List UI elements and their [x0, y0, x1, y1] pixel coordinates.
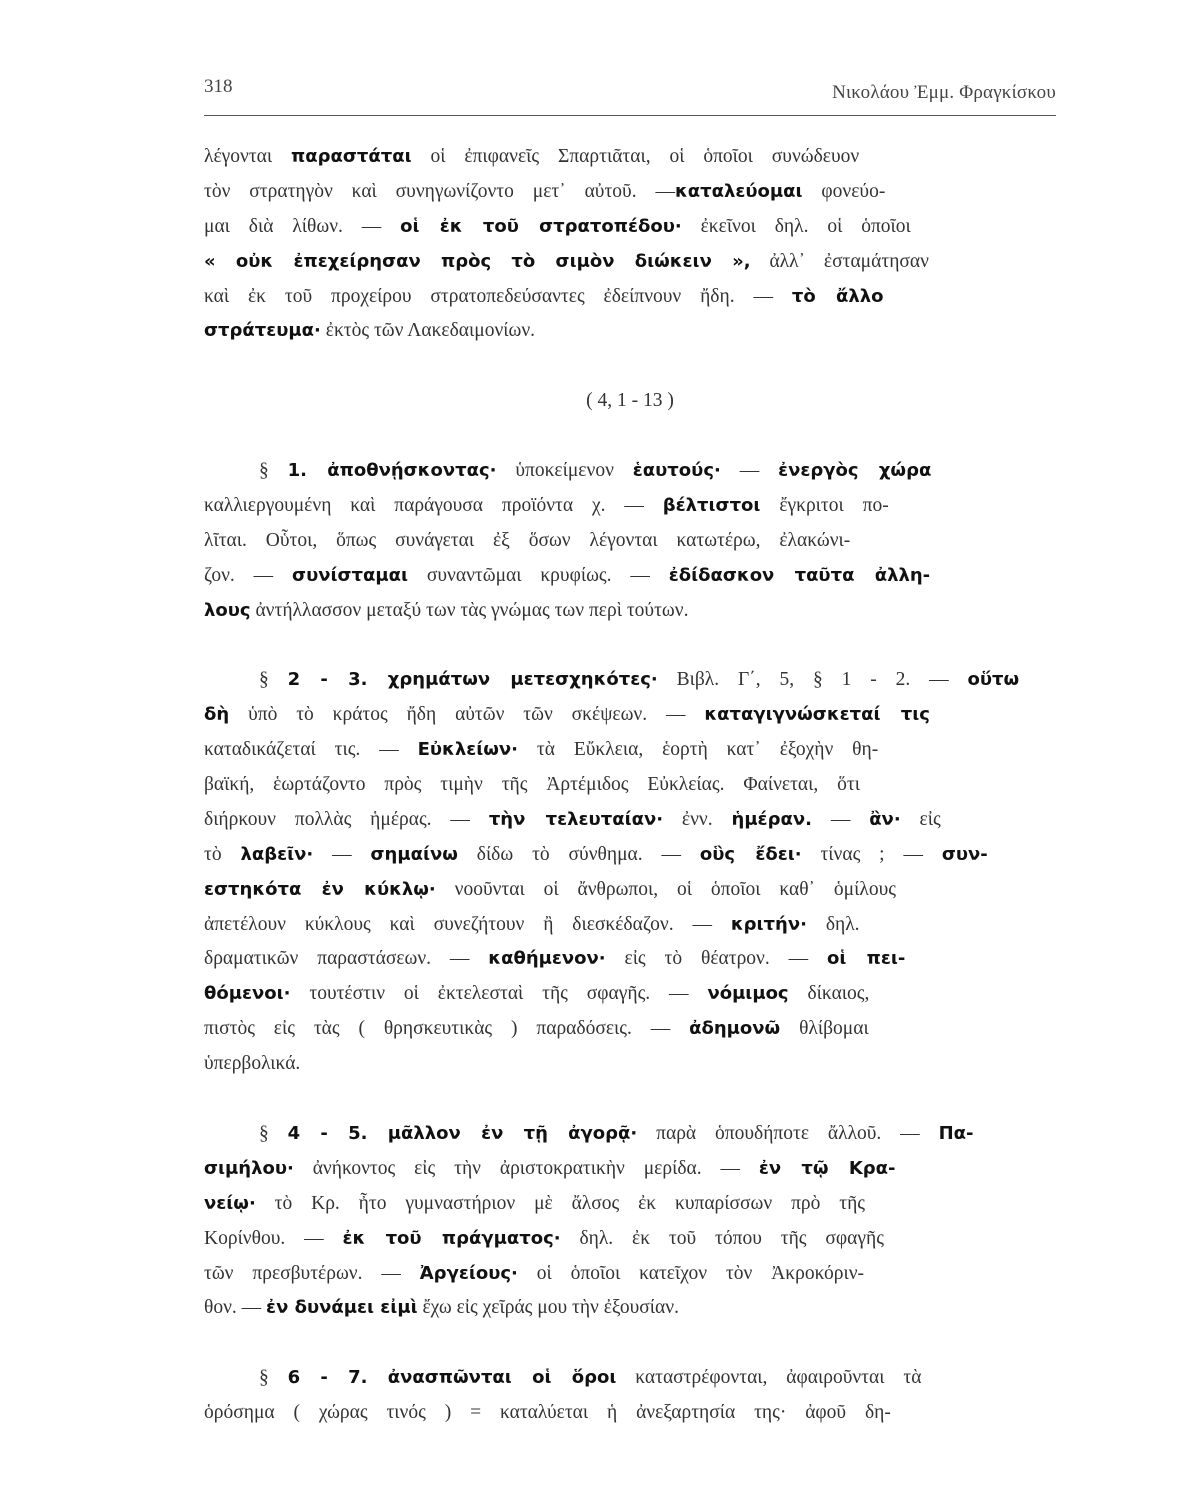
gloss-text: §	[259, 669, 288, 691]
text-line	[204, 524, 1056, 559]
gloss-text: καλλιεργουμένη καὶ παράγουσα προϊόντα χ. —	[204, 494, 663, 516]
gloss-text: §	[259, 1122, 288, 1144]
text-line	[204, 1117, 1056, 1152]
gloss-text: καταστρέφονται, ἀφαιροῦνται τὰ	[616, 1367, 922, 1389]
gloss-text: ἀνήκοντος εἰς τὴν ἀριστοκρατικὴν μερίδα. —	[293, 1157, 759, 1179]
gloss-text: διήρκουν πολλὰς ἡμέρας. —	[204, 808, 489, 830]
lemma-term: ἐν δυνάμει εἰμὶ	[266, 1297, 418, 1319]
lemma-term: ἀδημονῶ	[689, 1018, 781, 1040]
page-number: 318	[204, 76, 233, 97]
text-line	[204, 1187, 1056, 1222]
gloss-text: καταδικάζεταί τις. —	[204, 739, 418, 761]
gloss-text: ἐνν.	[663, 808, 732, 830]
header-rule	[204, 115, 1056, 116]
lemma-term: 4 - 5. μᾶλλον ἐν τῇ ἀγορᾷ·	[287, 1122, 638, 1144]
lemma-term: βέλτιστοι	[662, 494, 761, 516]
lemma-term: λους	[204, 599, 251, 621]
gloss-text: τίνας ; —	[801, 843, 942, 865]
lemma-term: σιμήλου·	[204, 1157, 294, 1179]
text-line	[204, 210, 1056, 245]
gloss-text: λέγονται	[204, 146, 292, 167]
gloss-text: —	[313, 843, 371, 865]
gloss-text: τὸ	[204, 843, 241, 865]
gloss-text: ἀντήλλασσον μεταξύ των τὰς γνώμας των περὶ τούτων.	[250, 599, 689, 621]
text-line	[204, 280, 1056, 315]
text-line	[204, 1291, 1056, 1326]
text-line	[204, 908, 1056, 943]
text-line	[204, 245, 1056, 280]
gloss-text: —	[720, 460, 779, 482]
lemma-term: ἂν·	[869, 808, 901, 830]
gloss-text: λῖται. Οὗτοι, ὅπως συνάγεται ἐξ ὅσων λέγονται κατωτέρω, ἐλακώνι-	[204, 529, 851, 551]
gloss-text: δραματικῶν παραστάσεων. —	[204, 948, 489, 970]
text-line	[204, 873, 1056, 908]
text-line	[204, 768, 1056, 803]
gloss-text: νοοῦνται οἱ ἄνθρωποι, οἱ ὁποῖοι καθ᾽ ὁμίλους	[435, 878, 896, 900]
gloss-text: ἐκεῖνοι δηλ. οἱ ὁποῖοι	[681, 215, 911, 237]
lemma-term: « οὐκ ἐπεχείρησαν πρὸς τὸ σιμὸν διώκειν »,	[204, 250, 751, 272]
gloss-text: ἔχω εἰς χεῖράς μου τὴν ἐξουσίαν.	[417, 1297, 679, 1319]
text-line	[204, 1152, 1056, 1187]
lemma-term: καθήμενον·	[488, 948, 606, 970]
gloss-text: οἱ ἐπιφανεῖς Σπαρτιᾶται, οἱ ὁποῖοι συνώδευον	[411, 146, 860, 167]
text-line	[204, 1361, 1056, 1396]
lemma-term: συνίσταμαι	[292, 564, 408, 586]
gloss-text: ὑπὸ τὸ κράτος ἤδη αὐτῶν τῶν σκέψεων. —	[229, 704, 705, 726]
paragraph-gap	[204, 628, 1056, 663]
page-header	[204, 76, 1056, 116]
gloss-text: δηλ.	[806, 913, 860, 935]
gloss-text: εἰς	[900, 808, 941, 830]
gloss-text: εἰς τὸ θέατρον. —	[605, 948, 827, 970]
gloss-text: ἐκτὸς τῶν Λακεδαιμονίων.	[320, 320, 536, 342]
text-line	[204, 733, 1056, 768]
lemma-term: καταγιγνώσκεταί τις	[704, 704, 930, 726]
lemma-term: ἑαυτούς·	[632, 460, 721, 482]
text-line	[204, 1257, 1056, 1292]
lemma-term: θόμενοι·	[204, 983, 291, 1005]
gloss-text: ὑποκείμενον	[496, 460, 633, 482]
gloss-text: δίκαιος,	[788, 983, 870, 1005]
text-line	[204, 942, 1056, 977]
text-line	[204, 594, 1056, 629]
text-line	[204, 1222, 1056, 1257]
gloss-text: Βιβλ. Γ΄, 5, § 1 - 2. —	[657, 669, 968, 691]
gloss-text: τὰ Εὔκλεια, ἑορτὴ κατ᾽ ἐξοχὴν θη-	[518, 739, 879, 761]
lemma-term: 6 - 7. ἀνασπῶνται οἱ ὅροι	[287, 1367, 617, 1389]
lemma-term: οὕτω	[967, 669, 1020, 691]
gloss-text: ὑπερβολικά.	[204, 1053, 301, 1075]
paragraph-gap	[204, 349, 1056, 384]
lemma-term: Πα-	[938, 1122, 974, 1144]
lemma-term: ἐν τῷ Κρα-	[758, 1157, 896, 1179]
lemma-term: ἐνεργὸς χώρα	[778, 460, 932, 482]
text-line	[204, 454, 1056, 489]
lemma-term: οὓς ἔδει·	[699, 843, 802, 865]
text-line	[204, 384, 1056, 419]
gloss-text: ( 4, 1 - 13 )	[586, 390, 674, 412]
lemma-term: 1. ἀποθνῄσκοντας·	[287, 460, 497, 482]
gloss-text: καὶ ἐκ τοῦ προχείρου στρατοπεδεύσαντες ἐδείπνουν ἤδη. —	[204, 285, 792, 307]
gloss-text: οἱ ὁποῖοι κατεῖχον τὸν Ἀκροκόριν-	[517, 1262, 865, 1284]
gloss-text: φονεύο-	[802, 180, 886, 202]
gloss-text: τῶν πρεσβυτέρων. —	[204, 1262, 420, 1284]
text-line	[204, 1047, 1056, 1082]
lemma-term: σημαίνω	[370, 843, 458, 865]
lemma-term: δὴ	[204, 704, 230, 726]
text-line	[204, 698, 1056, 733]
gloss-text: ἀλλ᾽ ἐσταμάτησαν	[750, 250, 929, 272]
lemma-term: ἐδίδασκον ταῦτα ἀλλη-	[668, 564, 931, 586]
text-line	[204, 1012, 1056, 1047]
text-line	[204, 838, 1056, 873]
paragraph-gap	[204, 419, 1056, 454]
gloss-text: §	[259, 1367, 288, 1389]
lemma-term: ἐκ τοῦ πράγματος·	[342, 1227, 561, 1249]
gloss-text: §	[259, 460, 288, 482]
gloss-text: —	[811, 808, 870, 830]
gloss-text: ἀπετέλουν κύκλους καὶ συνεζήτουν ἢ διεσκέδαζον. —	[204, 913, 731, 935]
lemma-term: νείῳ·	[204, 1192, 256, 1214]
commentary-text	[204, 140, 1056, 1431]
lemma-term: νόμιμος	[707, 983, 789, 1005]
gloss-text: παρὰ ὁπουδήποτε ἄλλοῦ. —	[637, 1122, 939, 1144]
text-line	[204, 489, 1056, 524]
lemma-term: τὴν τελευταίαν·	[488, 808, 664, 830]
lemma-term: λαβεῖν·	[240, 843, 314, 865]
text-line	[204, 977, 1056, 1012]
lemma-term: κριτήν·	[730, 913, 807, 935]
gloss-text: ζον. —	[204, 564, 293, 586]
text-line	[204, 559, 1056, 594]
paragraph-gap	[204, 1326, 1056, 1361]
lemma-term: οἱ ἐκ τοῦ στρατοπέδου·	[400, 215, 682, 237]
gloss-text: μαι διὰ λίθων. —	[204, 215, 401, 237]
lemma-term: καταλεύομαι	[674, 180, 803, 202]
gloss-text: πιστὸς εἰς τὰς ( θρησκευτικὰς ) παραδόσεις. —	[204, 1018, 690, 1040]
gloss-text: τουτέστιν οἱ ἐκτελεσταὶ τῆς σφαγῆς. —	[290, 983, 708, 1005]
lemma-term: εστηκότα ἐν κύκλῳ·	[204, 878, 436, 900]
text-line	[204, 175, 1056, 210]
lemma-term: παραστάται	[291, 146, 412, 167]
lemma-term: στράτευμα·	[204, 320, 321, 342]
gloss-text: συναντῶμαι κρυφίως. —	[408, 564, 669, 586]
lemma-term: Εὐκλείων·	[417, 739, 519, 761]
lemma-term: οἱ πει-	[827, 948, 906, 970]
text-line	[204, 1396, 1056, 1431]
gloss-text: τὸν στρατηγὸν καὶ συνηγωνίζοντο μετ᾽ αὐτοῦ. —	[204, 180, 675, 202]
text-line	[204, 140, 1056, 175]
text-line	[204, 663, 1056, 698]
gloss-text: ὁρόσημα ( χώρας τινός ) = καταλύεται ἡ ἀνεξαρτησία της· ἀφοῦ δη-	[204, 1402, 891, 1424]
lemma-term: 2 - 3. χρημάτων μετεσχηκότες·	[287, 669, 658, 691]
gloss-text: δηλ. ἐκ τοῦ τόπου τῆς σφαγῆς	[560, 1227, 884, 1249]
gloss-text: Κορίνθου. —	[204, 1227, 343, 1249]
text-line	[204, 314, 1056, 349]
paragraph-gap	[204, 1082, 1056, 1117]
gloss-text: ἔγκριτοι πο-	[760, 494, 889, 516]
lemma-term: τὸ ἄλλο	[791, 285, 884, 307]
running-head: Νικολάου Ἐμμ. Φραγκίσκου	[832, 82, 1056, 103]
gloss-text: θλίβομαι	[780, 1018, 869, 1040]
gloss-text: δίδω τὸ σύνθημα. —	[457, 843, 700, 865]
lemma-term: Ἀργείους·	[419, 1262, 518, 1284]
gloss-text: τὸ Κρ. ἦτο γυμναστήριον μὲ ἄλσος ἐκ κυπαρίσσων πρὸ τῆς	[255, 1192, 866, 1214]
gloss-text: θον. —	[204, 1297, 267, 1319]
text-line	[204, 803, 1056, 838]
lemma-term: ἡμέραν.	[731, 808, 812, 830]
lemma-term: συν-	[941, 843, 988, 865]
gloss-text: βαϊκή, ἑωρτάζοντο πρὸς τιμὴν τῆς Ἀρτέμιδος Εὐκλείας. Φαίνεται, ὅτι	[204, 774, 860, 796]
